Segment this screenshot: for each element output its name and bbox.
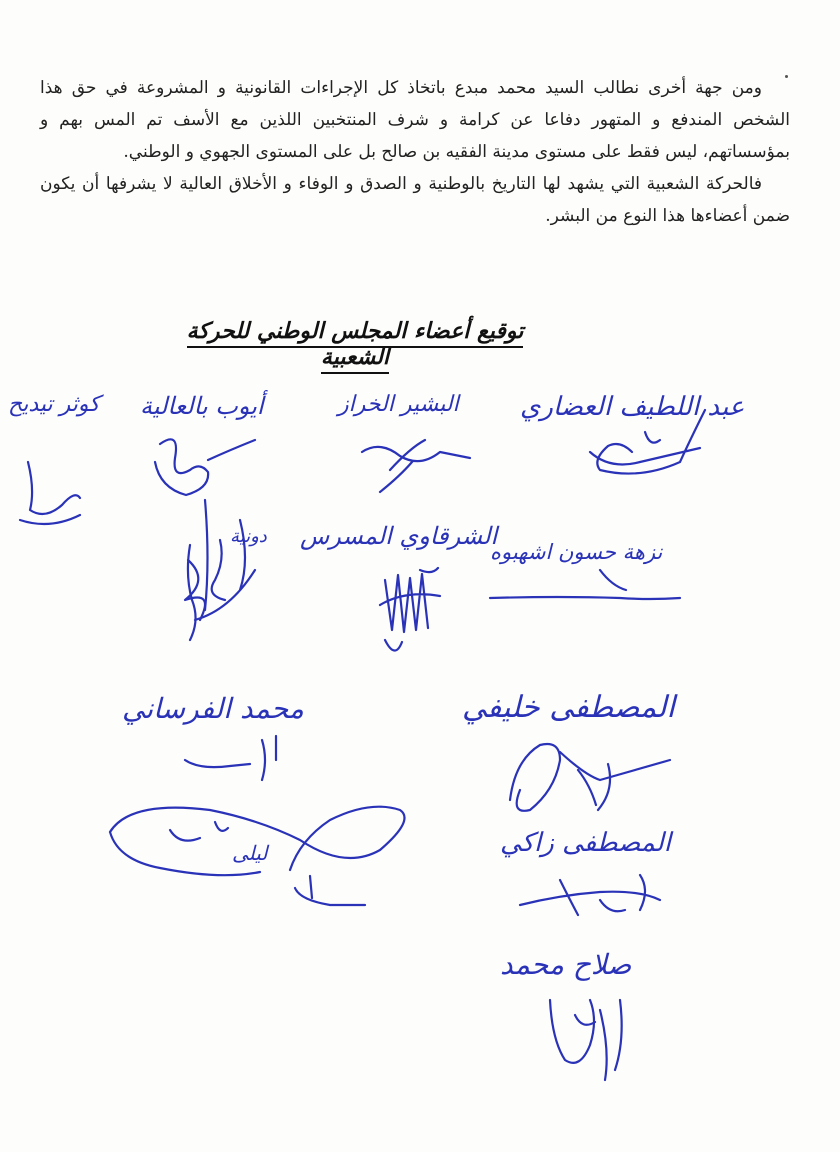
signature-name: الشرقاوي المسرس: [300, 522, 498, 550]
signature-name: أيوب بالعالية: [140, 392, 264, 420]
signature-name: كوثر تيديح: [8, 392, 100, 417]
signature-name: عبد اللطيف العضاري: [520, 392, 745, 422]
signature-scribble: [645, 432, 660, 443]
signature-scribble: [490, 570, 680, 599]
stamp-text: ليلى: [232, 841, 268, 865]
signature-scribble: [380, 568, 440, 651]
signature-scribble: [20, 462, 80, 524]
signature-scribble: [590, 410, 705, 474]
signatures-heading: توقيع أعضاء المجلس الوطني للحركة الشعبية: [150, 318, 560, 370]
paragraph: فالحركة الشعبية التي يشهد لها التاريخ بالوطنية و الصدق و الوفاء و الأخلاق العالية لا يشرفها أن يكون ضمن أعضاءها هذا النوع من البشر.: [40, 174, 790, 226]
signature-scribble: [362, 440, 470, 492]
signature-name: المصطفى زاكي: [500, 828, 671, 858]
signature-scribble: [155, 439, 255, 495]
signature-name: نزهة حسون اشهبوه: [490, 540, 663, 564]
signature-name: دونية: [230, 526, 267, 547]
signature-name: صلاح محمد: [500, 948, 632, 981]
signature-name: محمد الفرساني: [122, 692, 304, 725]
signature-name: البشير الخراز: [338, 392, 459, 417]
signature-scribble: [188, 500, 255, 640]
signature-scribble: [170, 822, 228, 841]
signature-scribble: [520, 875, 660, 915]
signature-name: المصطفى خليفي: [462, 690, 675, 725]
signature-scribble: [295, 876, 365, 905]
signature-scribble: [550, 1000, 622, 1080]
signature-scribble: [510, 744, 670, 811]
paragraph: ومن جهة أخرى نطالب السيد محمد مبدع باتخاذ كل الإجراءات القانونية و المشروعة في حق هذا الشخص المندفع و المتهور دفاعا عن كرامة و شرف المنتخبين اللذين مع الأسف تم المس بهم و بمؤسساتهم، ليس فقط على مستوى مدينة الفقيه بن صالح بل على المستوى الجهوي و الوطني.: [40, 78, 790, 162]
signature-scribble: [185, 736, 276, 780]
